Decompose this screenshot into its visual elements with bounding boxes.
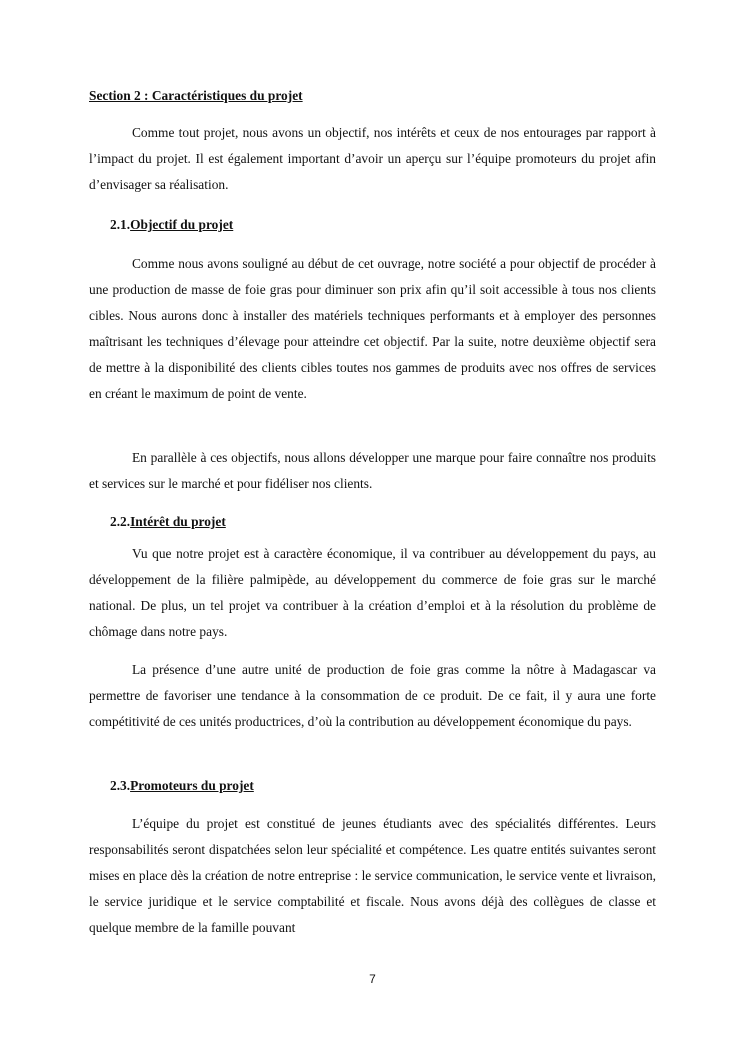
subsection-heading-interet bbox=[110, 514, 226, 530]
section-title: Section 2 : Caractéristiques du projet bbox=[89, 88, 303, 103]
subsection-title: Promoteurs du projet bbox=[130, 778, 254, 793]
subsection-title: Objectif du projet bbox=[130, 217, 234, 232]
objectif-paragraph-2: En parallèle à ces objectifs, nous allons développer une marque pour faire connaître nos produits et services sur le marché et pour fidéliser nos clients. bbox=[89, 450, 656, 491]
document-page bbox=[89, 0, 656, 1053]
intro-paragraph: Comme tout projet, nous avons un objectif, nos intérêts et ceux de nos entourages par rapport à l’impact du projet. Il est également important d’avoir un aperçu sur l’équipe promoteurs du projet afin d’envisager sa réalisation. bbox=[89, 125, 656, 192]
promoteurs-paragraph-1: L’équipe du projet est constitué de jeunes étudiants avec des spécialités différentes. Leurs responsabilités seront dispatchées selon leur spécialité et compétence. Les quatre entités suivantes seront mises en place dès la création de notre entreprise : le service communication, le service vente et livraison, le service juridique et le service comptabilité et fiscale. Nous avons déjà des collègues de classe et quelque membre de la famille pouvant bbox=[89, 816, 656, 935]
subsection-heading-promoteurs bbox=[110, 778, 254, 794]
subsection-heading-objectif bbox=[110, 217, 233, 233]
subsection-number: 2.3. bbox=[110, 778, 131, 793]
interet-paragraph-1: Vu que notre projet est à caractère économique, il va contribuer au développement du pays, au développement de la filière palmipède, au développement du commerce de foie gras sur le marché national. De plus, un tel projet va contribuer à la création d’emploi et à la résolution du problème de chômage dans notre pays. bbox=[89, 546, 656, 639]
objectif-paragraph-1: Comme nous avons souligné au début de cet ouvrage, notre société a pour objectif de procéder à une production de masse de foie gras pour diminuer son prix afin qu’il soit accessible à tous nos clients cibles. Nous aurons donc à installer des matériels techniques performants et à employer des personnes maîtrisant les techniques d’élevage pour atteindre cet objectif. Par la suite, notre deuxième objectif sera de mettre à la disponibilité des clients cibles toutes nos gammes de produits avec nos offres de services en créant le maximum de point de vente. bbox=[89, 256, 656, 401]
subsection-number: 2.2. bbox=[110, 514, 131, 529]
subsection-title: Intérêt du projet bbox=[130, 514, 226, 529]
interet-paragraph-2: La présence d’une autre unité de production de foie gras comme la nôtre à Madagascar va permettre de favoriser une tendance à la consommation de ce produit. De ce fait, il y aura une forte compétitivité de ces unités productrices, d’où la contribution au développement économique du pays. bbox=[89, 662, 656, 729]
page-number: 7 bbox=[369, 972, 376, 986]
subsection-number: 2.1. bbox=[110, 217, 131, 232]
